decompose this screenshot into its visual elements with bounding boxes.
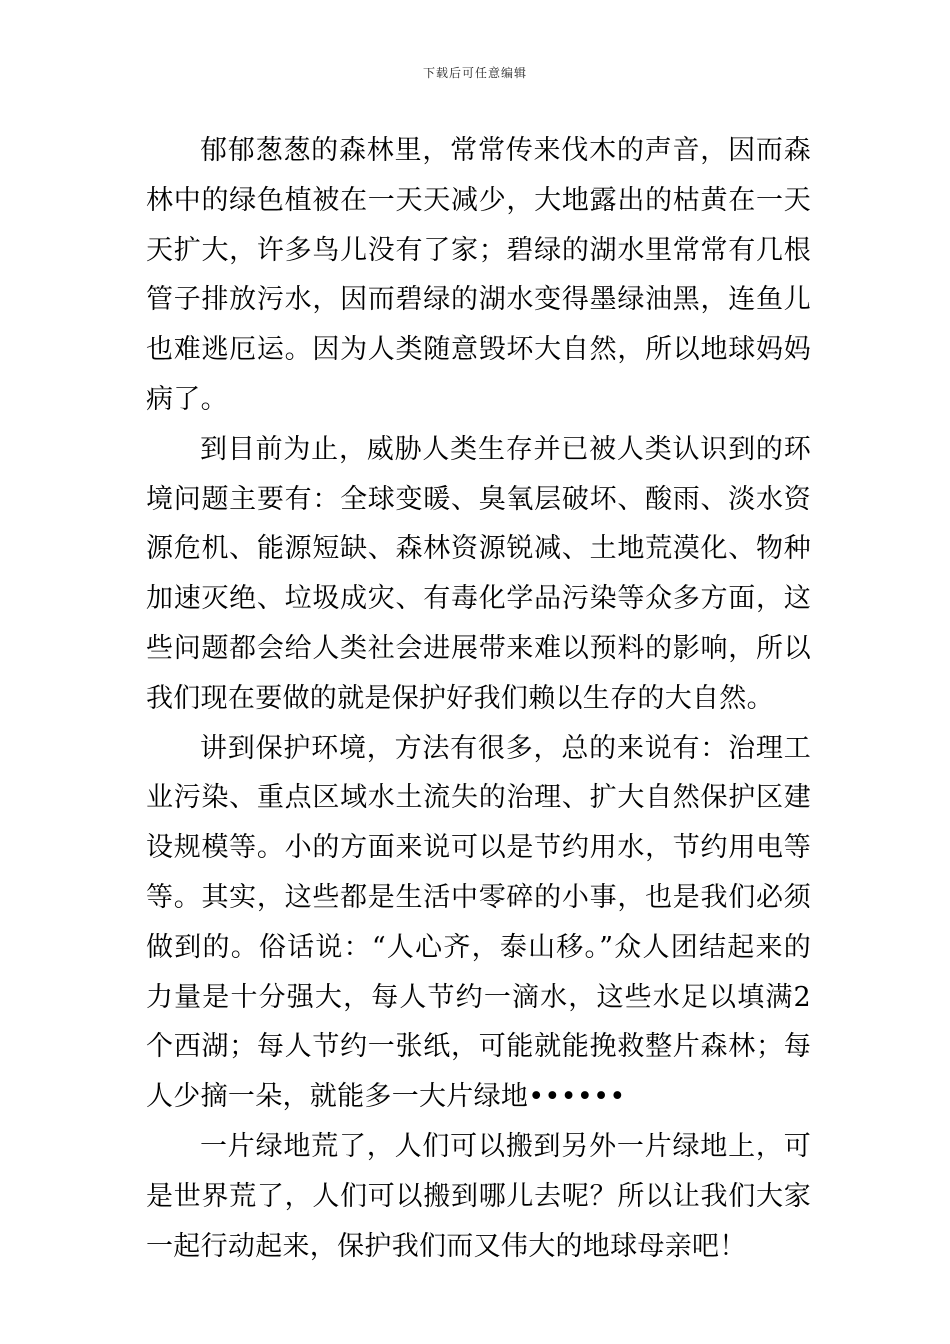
- paragraph-4: 一片绿地荒了，人们可以搬到另外一片绿地上，可是世界荒了，人们可以搬到哪儿去呢？所以让我们大家一起行动起来，保护我们而又伟大的地球母亲吧！: [146, 1130, 811, 1262]
- document-body: [146, 126, 811, 1271]
- paragraph-3: 讲到保护环境，方法有很多，总的来说有：治理工业污染、重点区域水土流失的治理、扩大自然保护区建设规模等。小的方面来说可以是节约用水，节约用电等等。其实，这些都是生活中零碎的小事，也是我们必须做到的。俗话说：“人心齐，泰山移。”众人团结起来的力量是十分强大，每人节约一滴水，这些水足以填满2个西湖；每人节约一张纸，可能就能挽救整片森林；每人少摘一朵，就能多一大片绿地••••••: [146, 732, 811, 1113]
- paragraph-1: 郁郁葱葱的森林里，常常传来伐木的声音，因而森林中的绿色植被在一天天减少，大地露出的枯黄在一天天扩大，许多鸟儿没有了家；碧绿的湖水里常常有几根管子排放污水，因而碧绿的湖水变得墨绿油黑，连鱼儿也难逃厄运。因为人类随意毁坏大自然，所以地球妈妈病了。: [146, 135, 811, 415]
- page-header: 下载后可任意编辑: [422, 66, 527, 80]
- paragraph-2: 到目前为止，威胁人类生存并已被人类认识到的环境问题主要有：全球变暖、臭氧层破坏、酸雨、淡水资源危机、能源短缺、森林资源锐减、土地荒漠化、物种加速灭绝、垃圾成灾、有毒化学品污染等众多方面，这些问题都会给人类社会进展带来难以预料的影响，所以我们现在要做的就是保护好我们赖以生存的大自然。: [146, 433, 811, 714]
